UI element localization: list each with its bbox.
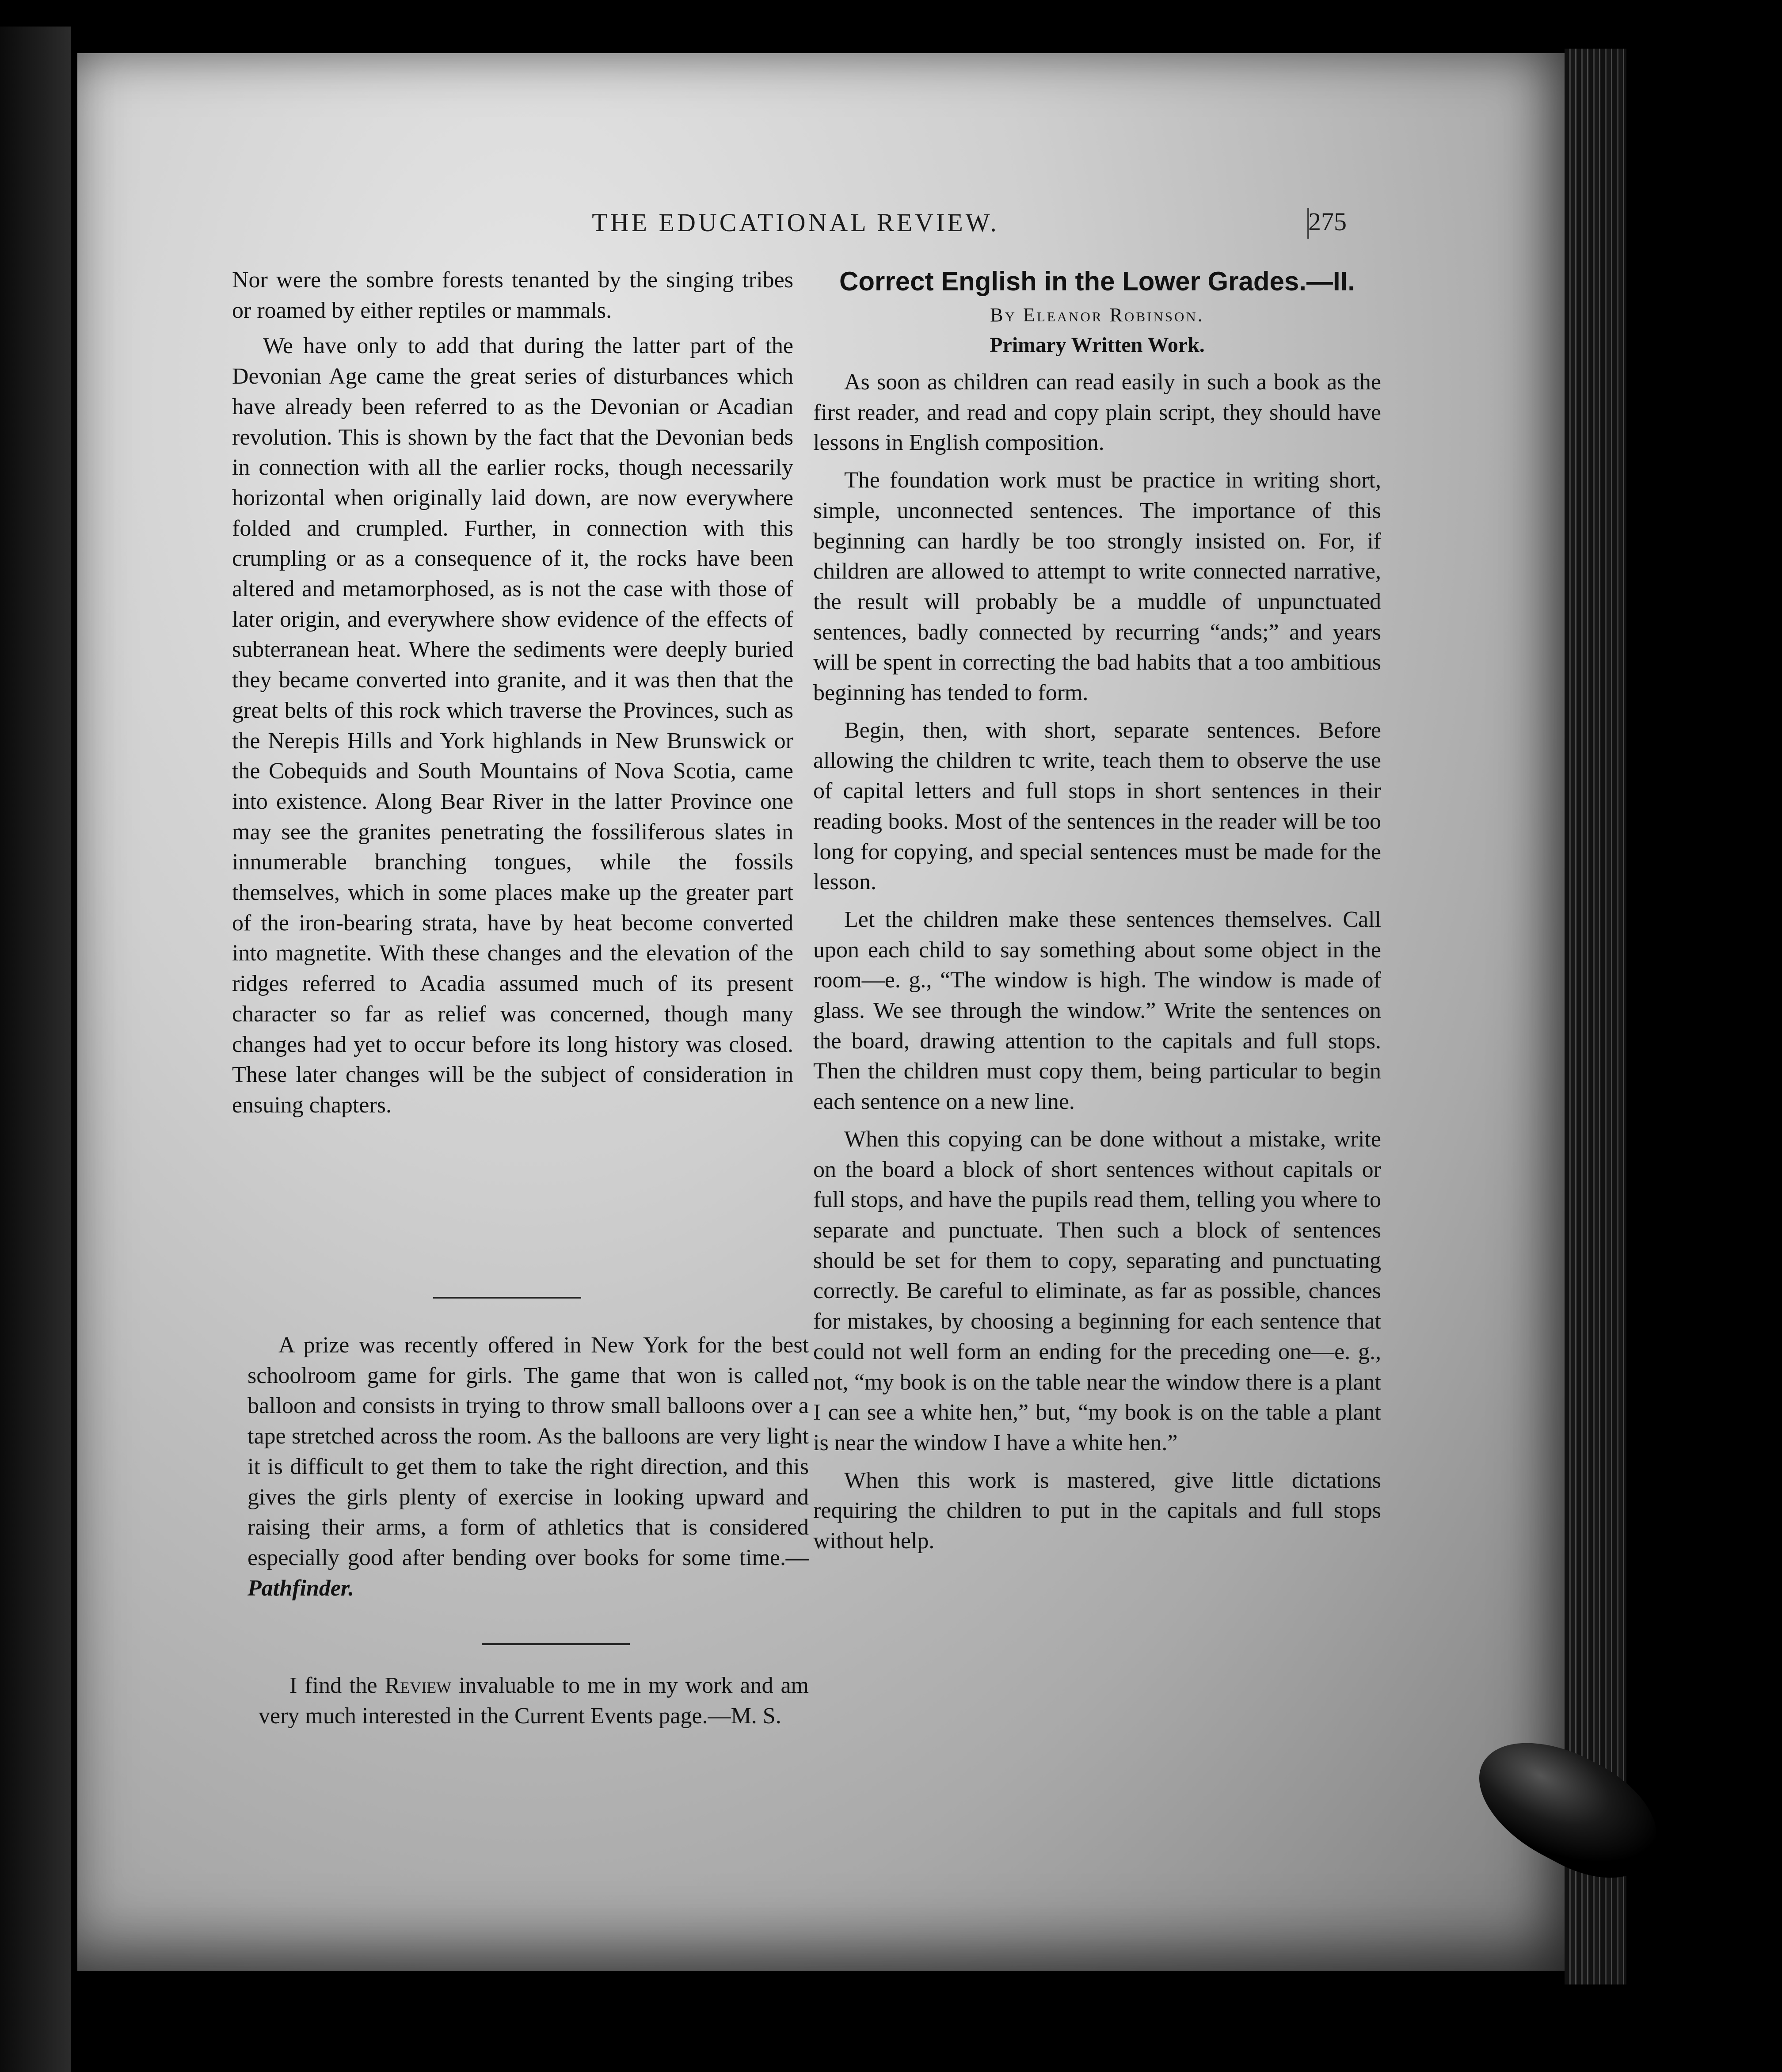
prize-text: A prize was recently offered in New York for the best schoolroom game for girls. The game that won is called balloon and consists in trying to throw small balloons over a tape stretched across the room. As the balloons are very light it is difficult to get them to take the right direction, and this gives the girls plenty of exercise in looking upward and raising their arms, a form of athletics that is considered especially good after bending over books for some time.	[248, 1333, 809, 1570]
review-paragraph	[259, 1671, 809, 1731]
review-text-end: invaluable to me in my work and am very much interested in the Current Events page.—M. S.	[259, 1673, 809, 1729]
article-paragraph: Begin, then, with short, separate sentences. Before allowing the children tc write, teach them to observe the use of capital letters and full stops in short sentences in their reading books. Most of the sentences in the reader will be too long for copying, and special sentences must be made for the lesson.	[813, 717, 1381, 895]
left-column	[232, 265, 793, 1121]
prize-source: —Pathfinder.	[248, 1545, 809, 1601]
review-note	[259, 1671, 809, 1731]
left-paragraph: Nor were the sombre forests tenanted by the singing tribes or roamed by either reptiles or mammals.	[232, 267, 793, 323]
review-text-start: I find the	[289, 1673, 385, 1698]
running-head: THE EDUCATIONAL REVIEW.	[592, 208, 999, 237]
prize-note	[248, 1330, 809, 1604]
article-paragraph: When this copying can be done without a mistake, write on the board a block of short sentences without capitals or full stops, and have the pupils read them, telling you where to separate and punctuate. Then such a block of sentences should be set for them to copy, separating and punctuating correctly. Be careful to eliminate, as far as possible, chances for mistakes, by choosing a beginning for each sentence that could not well form an ending for the preceding one—e. g., not, “my book is on the table near the window there is a plant I can see a white hen,” but, “my book is on the table a plant is near the window I have a white hen.”	[813, 1126, 1381, 1455]
prize-paragraph	[248, 1330, 809, 1604]
article-paragraph: The foundation work must be practice in writing short, simple, unconnected sentences. The importance of this beginning can hardly be too strongly insisted on. For, if children are allowed to attempt to write connected narrative, the result will probably be a muddle of unpunctuated sentences, badly connected by recurring “ands;” and years will be spent in correcting the bad habits that a too ambitious beginning has tended to form.	[813, 468, 1381, 706]
byline-prefix: By	[990, 304, 1017, 326]
section-divider	[482, 1643, 630, 1645]
section-divider	[433, 1297, 581, 1299]
page-number: 275	[1308, 207, 1347, 236]
article-paragraph: As soon as children can read easily in such a book as the first reader, and read and copy plain script, they should have lessons in English composition.	[813, 369, 1381, 456]
article-title: Correct English in the Lower Grades.—II.	[839, 267, 1355, 296]
article-paragraph: Let the children make these sentences themselves. Call upon each child to say something about some object in the room—e. g., “The window is high. The window is made of glass. We see through the window.” Write the sentences on the board, drawing attention to the capitals and full stops. Then the children must copy them, being particular to begin each sentence on a new line.	[813, 906, 1381, 1115]
page-stack-edge	[1565, 49, 1626, 1984]
previous-page-edge	[0, 27, 71, 2072]
review-word: Review	[385, 1673, 452, 1698]
left-paragraph: We have only to add that during the latter part of the Devonian Age came the great series of disturbances which have already been referred to as the Devonian or Acadian revolution. This is shown by the fact that the Devonian beds in connection with all the earlier rocks, though necessarily horizontal when originally laid down, are now everywhere folded and crumpled. Further, in connection with this crumpling or as a consequence of it, the rocks have been altered and metamorphosed, as is not the case with those of later origin, and everywhere show evidence of the effects of subterranean heat. Where the sediments were deeply buried they became converted into granite, and it was then that the great belts of this rock which traverse the Provinces, such as the Nerepis Hills and York highlands in New Brunswick or the Cobequids and South Mountains of Nova Scotia, came into existence. Along Bear River in the latter Province one may see the granites penetrating the fossiliferous slates in innumerable branching tongues, while the fossils themselves, which in some places make up the greater part of the iron-bearing strata, have by heat become converted into magnetite. With these changes and the elevation of the ridges referred to Acadia assumed much of its present character so far as relief was concerned, though many changes had yet to occur before its long history was closed. These later changes will be the subject of consideration in ensuing chapters.	[232, 333, 793, 1118]
section-heading: Primary Written Work.	[990, 333, 1205, 357]
right-column	[813, 263, 1381, 1564]
byline	[813, 301, 1381, 329]
byline-author: Eleanor Robinson.	[1023, 304, 1204, 326]
article-paragraph: When this work is mastered, give little dictations requiring the children to put in the capitals and full stops without help.	[813, 1467, 1381, 1554]
